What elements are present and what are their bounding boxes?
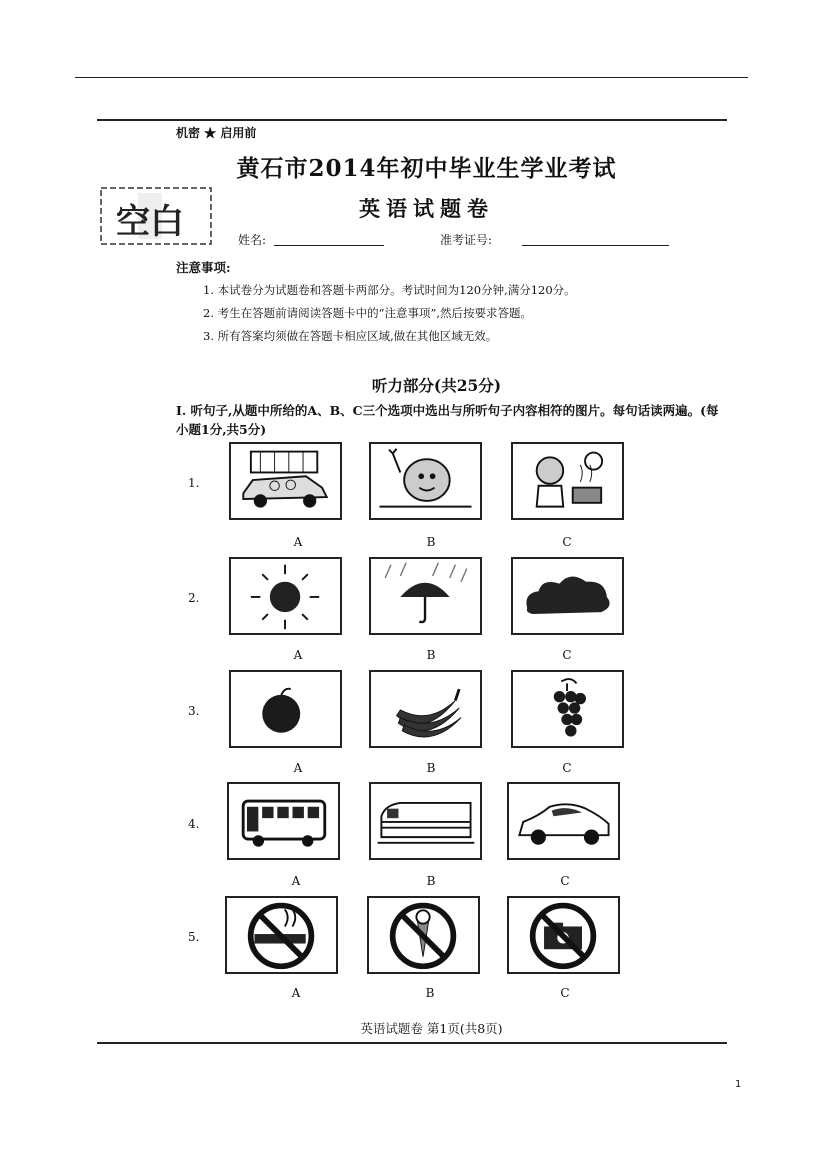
top-rule	[75, 77, 748, 78]
option-letter: B	[426, 761, 436, 775]
listening-section-title: 听力部分(共25分)	[371, 376, 502, 395]
train-icon	[369, 782, 482, 860]
question-number: 3.	[188, 704, 200, 718]
question-number: 5.	[188, 930, 200, 944]
page-number: 1	[735, 1079, 742, 1090]
car-icon	[507, 782, 620, 860]
question-number: 1.	[188, 476, 200, 490]
cloud-icon	[511, 557, 624, 635]
exam-title: 黄石市2014年初中毕业生学业考试	[236, 155, 617, 182]
stamp-text: 空白	[116, 202, 184, 242]
no-ice-cream-icon	[367, 896, 480, 974]
name-blank	[274, 231, 384, 246]
sun-icon	[229, 557, 342, 635]
family-car-icon	[229, 442, 342, 520]
option-letter: C	[562, 761, 572, 775]
note-1: 1. 本试卷分为试题卷和答题卡两部分。考试时间为120分钟,满分120分。	[203, 283, 576, 297]
option-letter: A	[291, 986, 301, 1000]
listening-instruction: I. 听句子,从题中所给的A、B、C三个选项中选出与所听句子内容相符的图片。每句话读两遍。(每小题1分,共5分)	[176, 403, 719, 437]
option-letter: C	[562, 535, 572, 549]
girl-waving-icon	[369, 442, 482, 520]
paper-title: 英语试题卷	[359, 196, 494, 221]
notes-heading: 注意事项:	[176, 260, 231, 275]
option-letter: B	[426, 535, 436, 549]
exam-stamp	[98, 185, 214, 247]
option-letter: B	[426, 648, 436, 662]
exam-number-blank	[522, 231, 669, 246]
note-2: 2. 考生在答题前请阅读答题卡中的“注意事项”,然后按要求答题。	[203, 306, 533, 320]
option-letter: C	[560, 986, 570, 1000]
question-number: 4.	[188, 817, 200, 831]
option-letter: A	[293, 648, 303, 662]
umbrella-rain-icon	[369, 557, 482, 635]
footer-rule	[97, 1042, 727, 1044]
page-footer-label: 英语试题卷 第1页(共8页)	[360, 1021, 503, 1036]
option-letter: A	[293, 761, 303, 775]
no-smoking-icon	[225, 896, 338, 974]
no-camera-icon	[507, 896, 620, 974]
question-number: 2.	[188, 591, 200, 605]
option-letter: C	[562, 648, 572, 662]
orange-icon	[229, 670, 342, 748]
grapes-icon	[511, 670, 624, 748]
name-label: 姓名:	[238, 233, 267, 247]
option-letter: A	[291, 874, 301, 888]
exam-number-label: 准考证号:	[440, 233, 493, 247]
bus-icon	[227, 782, 340, 860]
confidential-label: 机密 ★ 启用前	[176, 126, 257, 140]
option-letter: C	[560, 874, 570, 888]
header-rule	[97, 119, 727, 121]
banana-icon	[369, 670, 482, 748]
option-letter: A	[293, 535, 303, 549]
option-letter: B	[426, 874, 436, 888]
cooking-icon	[511, 442, 624, 520]
note-3: 3. 所有答案均须做在答题卡相应区域,做在其他区域无效。	[203, 329, 498, 343]
option-letter: B	[425, 986, 435, 1000]
